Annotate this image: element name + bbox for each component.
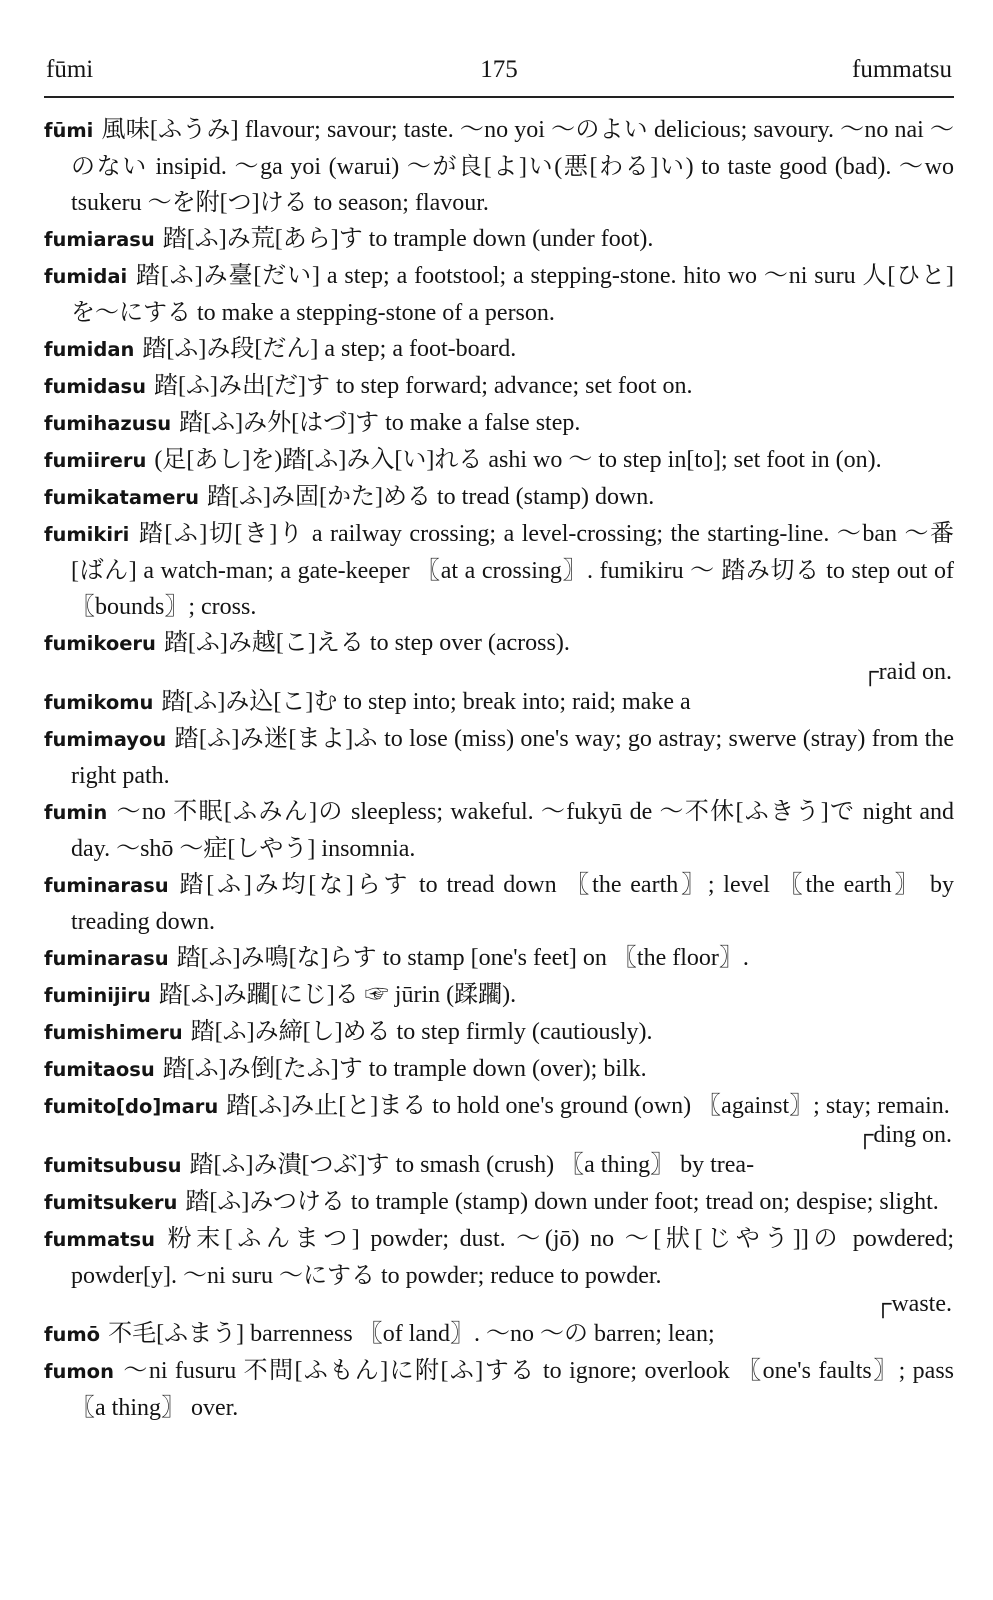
entry (44, 516, 954, 625)
entry-headword: fumiarasu (44, 228, 155, 251)
entry (44, 331, 954, 368)
entry (44, 368, 954, 405)
entry (44, 794, 954, 867)
entry-headword: fumitaosu (44, 1058, 155, 1081)
entry (44, 1051, 954, 1088)
overflow-note: ┌waste. (874, 1291, 952, 1317)
entry-definition: 踏[ふ]み出[だ]す to step forward; advance; set foot on. (153, 373, 693, 399)
header-last-word: fummatsu (852, 56, 952, 83)
entry-headword: fūmi (44, 119, 94, 142)
entry (44, 867, 954, 940)
entry-definition: 不毛[ふまう] barrenness 〖of land〗. ～no ～の barren; lean; (108, 1321, 715, 1347)
header-first-word: fūmi (46, 56, 94, 83)
entry (44, 1014, 954, 1051)
entry-headword: fumidasu (44, 375, 146, 398)
entry-headword: fumidai (44, 265, 128, 288)
entry-definition: 踏[ふ]み鳴[な]らす to stamp [one's feet] on 〖the floor〗. (176, 945, 749, 971)
entry-definition: 踏[ふ]み越[こ]える to step over (across). (163, 630, 570, 656)
entry-headword: fumishimeru (44, 1021, 183, 1044)
entry-definition: 踏[ふ]み外[はづ]す to make a false step. (179, 410, 581, 436)
entry-headword: fumiireru (44, 449, 147, 472)
entry (44, 1088, 954, 1125)
entry-definition: 踏[ふ]み均[な]らす to tread down 〖the earth〗; level 〖the earth〗 by treading down. (71, 872, 954, 935)
entry-headword: fumō (44, 1323, 101, 1346)
entry-headword: fummatsu (44, 1228, 155, 1251)
entry-definition: 踏[ふ]み迷[まよ]ふ to lose (miss) one's way; go astray; swerve (stray) from the right path. (71, 726, 954, 789)
entry-definition: 踏[ふ]み込[こ]む to step into; break into; raid; make a (161, 689, 691, 715)
entry-headword: fumidan (44, 338, 135, 361)
entry-definition: 踏[ふ]みつける to trample (stamp) down under foot; tread on; despise; slight. (185, 1189, 939, 1215)
entry-definition: 踏[ふ]み締[し]める to step firmly (cautiously). (190, 1019, 653, 1045)
entry-headword: fuminarasu (44, 874, 169, 897)
entry-definition: 踏[ふ]み段[だん] a step; a foot-board. (142, 336, 517, 362)
entry (44, 1147, 954, 1184)
overflow-note: ┌ding on. (856, 1122, 952, 1148)
page-number: 175 (480, 56, 518, 83)
entry (44, 1316, 954, 1353)
entry (44, 625, 954, 662)
entry-definition: 踏[ふ]み潰[つぶ]す to smash (crush) 〖a thing〗 by trea- (189, 1152, 755, 1178)
entry-definition: ～no 不眠[ふみん]の sleepless; wakeful. ～fukyū de ～不休[ふきう]で night and day. ～shō ～症[しやう] insomnia. (71, 799, 954, 862)
entry-definition: 踏[ふ]み倒[たふ]す to trample down (over); bilk. (162, 1056, 647, 1082)
page-header (44, 0, 954, 98)
entry (44, 684, 954, 721)
entry-definition: 踏[ふ]み臺[だい] a step; a footstool; a stepping-stone. hito wo ～ni suru 人[ひと]を～にする to make a stepping-stone of a person. (71, 263, 954, 326)
entry (44, 258, 954, 331)
entry-headword: fumikomu (44, 691, 154, 714)
entry-headword: fumimayou (44, 728, 167, 751)
entry-definition: ～ni fusuru 不問[ふもん]に附[ふ]する to ignore; overlook 〖one's faults〗; pass 〖a thing〗 over. (71, 1358, 954, 1421)
entry-headword: fumitsubusu (44, 1154, 182, 1177)
entry-definition: (足[あし]を)踏[ふ]み入[い]れる ashi wo ～ to step in[to]; set foot in (on). (154, 447, 882, 473)
entry (44, 221, 954, 258)
entry-headword: fumikatameru (44, 486, 200, 509)
entry-definition: 踏[ふ]み荒[あら]す to trample down (under foot). (162, 226, 654, 252)
entry-definition: 踏[ふ]み躙[にじ]る ☞ jūrin (蹂躙). (158, 982, 517, 1008)
entry (44, 940, 954, 977)
entry-headword: fuminarasu (44, 947, 169, 970)
entry-definition: 踏[ふ]み固[かた]める to tread (stamp) down. (207, 484, 655, 510)
entry-list (44, 112, 954, 1426)
entry-headword: fumitsukeru (44, 1191, 178, 1214)
entry-headword: fuminijiru (44, 984, 151, 1007)
entry-definition: 踏[ふ]切[き]り a railway crossing; a level-crossing; the starting-line. ～ban ～番[ばん] a watch-man; a gate-keeper 〖at a crossing〗. fumikiru ～ 踏み切る to step out of 〖bounds〗; cross. (71, 521, 954, 620)
entry (44, 1221, 954, 1294)
entry (44, 721, 954, 794)
entry-headword: fumikiri (44, 523, 130, 546)
entry-definition: 風味[ふうみ] flavour; savour; taste. ～no yoi ～のよい delicious; savoury. ～no nai ～のない insipid. ～ga yoi (warui) ～が良[よ]い(悪[わる]い) to taste good (bad). ～wo tsukeru ～を附[つ]ける to season; flavour. (71, 117, 954, 216)
entry (44, 405, 954, 442)
dictionary-page (44, 0, 954, 1426)
entry-headword: fumin (44, 801, 108, 824)
entry-headword: fumikoeru (44, 632, 156, 655)
entry-definition: 粉末[ふんまつ] powder; dust. ～(jō) no ～[狀[じやう]]の powdered; powder[y]. ～ni suru ～にする to powder; reduce to powder. (71, 1226, 954, 1289)
entry (44, 1353, 954, 1426)
entry-headword: fumihazusu (44, 412, 172, 435)
entry-headword: fumon (44, 1360, 114, 1383)
entry (44, 112, 954, 221)
entry-headword: fumito[do]maru (44, 1095, 219, 1118)
entry (44, 977, 954, 1014)
entry (44, 442, 954, 479)
overflow-note: ┌raid on. (861, 659, 952, 685)
entry-definition: 踏[ふ]み止[と]まる to hold one's ground (own) 〖against〗; stay; remain. (226, 1093, 950, 1119)
entry (44, 1184, 954, 1221)
entry (44, 479, 954, 516)
